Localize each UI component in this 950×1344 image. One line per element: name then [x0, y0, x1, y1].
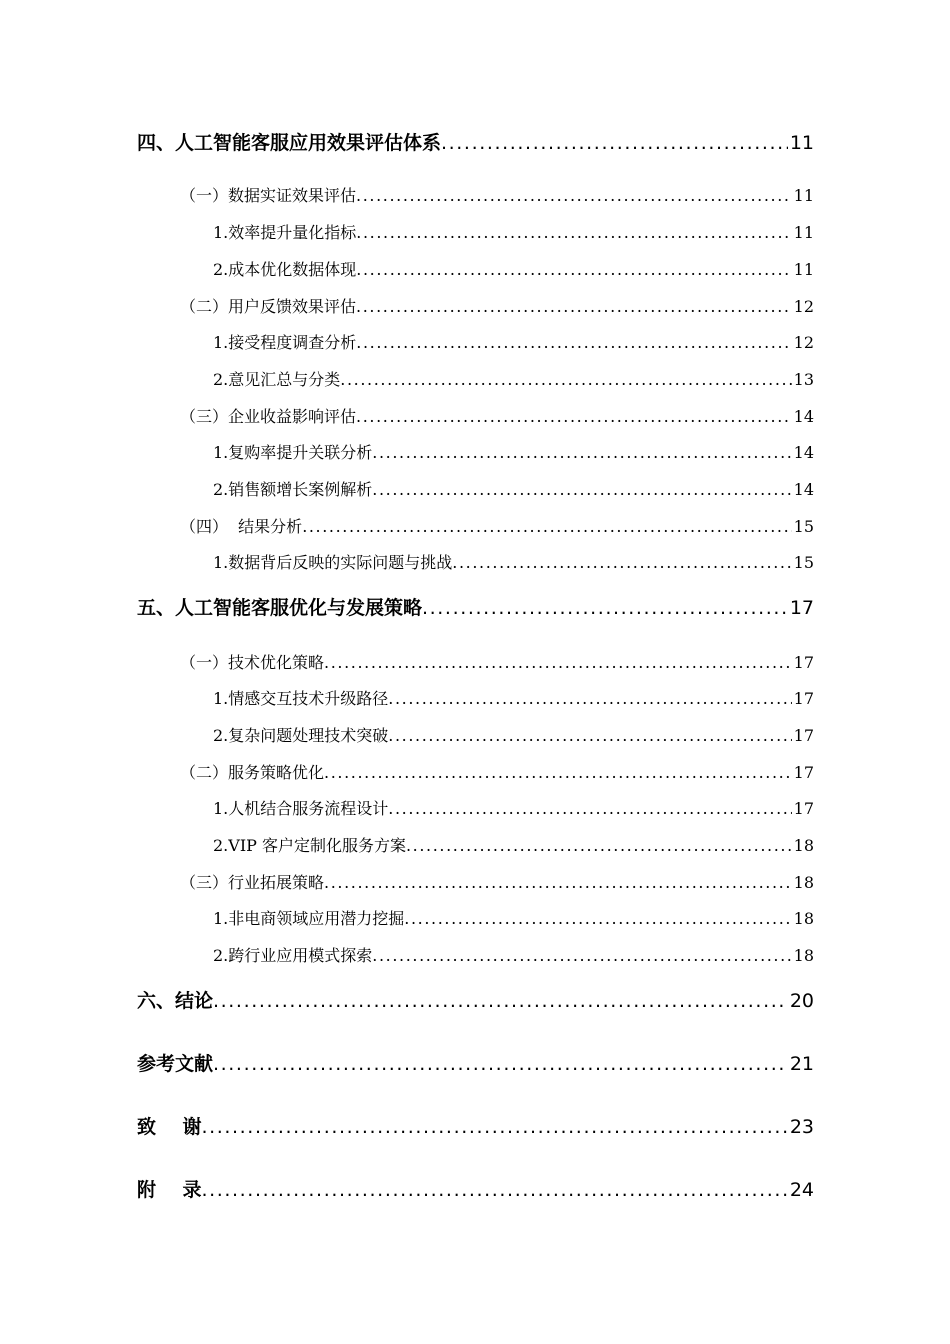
toc-entry-title: （二）用户反馈效果评估: [180, 297, 357, 316]
toc-entry-title: 六、结论: [137, 990, 214, 1012]
dot-leader: [441, 132, 788, 154]
dot-leader: [213, 1053, 788, 1075]
toc-entry-title: （一）数据实证效果评估: [180, 186, 357, 205]
toc-page-number: 15: [793, 553, 814, 572]
toc-entry-subsection[interactable]: [213, 943, 814, 966]
dot-leader: [372, 443, 791, 462]
dot-leader: [302, 517, 791, 536]
toc-entry-subsection[interactable]: [213, 723, 814, 746]
dot-leader: [422, 597, 788, 619]
toc-page-number: 18: [793, 909, 814, 928]
toc-entry-chapter-4[interactable]: [137, 128, 814, 155]
toc-entry-subsection[interactable]: [213, 906, 814, 929]
toc-entry-title: 2.销售额增长案例解析: [213, 480, 373, 499]
toc-page-number: 24: [789, 1179, 814, 1201]
toc-entry-section[interactable]: [180, 514, 814, 537]
toc-entry-title: 1.接受程度调查分析: [213, 333, 357, 352]
toc-entry-subsection[interactable]: [213, 550, 814, 573]
toc-entry-title: （四） 结果分析: [180, 517, 303, 536]
toc-entry-title: （二）服务策略优化: [180, 763, 325, 782]
dot-leader: [356, 407, 792, 426]
toc-entry-chapter-5[interactable]: [137, 593, 814, 620]
toc-page-number: 17: [793, 689, 814, 708]
toc-entry-title: 2.意见汇总与分类: [213, 370, 341, 389]
toc-entry-title: 五、人工智能客服优化与发展策略: [137, 597, 423, 619]
toc-entry-title: 1.效率提升量化指标: [213, 223, 357, 242]
dot-leader: [356, 186, 792, 205]
toc-page-number: 14: [793, 443, 814, 462]
toc-entry-subsection[interactable]: [213, 257, 814, 280]
dot-leader: [356, 260, 791, 279]
toc-entry-subsection[interactable]: [213, 330, 814, 353]
toc-page-number: 11: [793, 260, 814, 279]
toc-entry-references[interactable]: [137, 1049, 814, 1076]
dot-leader: [452, 553, 791, 572]
toc-page-number: 18: [793, 946, 814, 965]
toc-entry-section[interactable]: [180, 870, 814, 893]
dot-leader: [356, 223, 791, 242]
dot-leader: [406, 836, 792, 855]
toc-entry-subsection[interactable]: [213, 477, 814, 500]
toc-page-number: 14: [793, 407, 814, 426]
toc-page-number: 17: [793, 726, 814, 745]
toc-entry-chapter-6[interactable]: [137, 986, 814, 1013]
toc-page-number: 12: [793, 297, 814, 316]
toc-page-number: 20: [789, 990, 814, 1012]
dot-leader: [324, 763, 792, 782]
toc-page-number: 17: [793, 653, 814, 672]
toc-entry-title: 附 录: [137, 1179, 202, 1201]
dot-leader: [324, 873, 792, 892]
toc-entry-title: 1.复购率提升关联分析: [213, 443, 373, 462]
toc-entry-title: 参考文献: [137, 1053, 214, 1075]
toc-entry-subsection[interactable]: [213, 686, 814, 709]
dot-leader: [372, 480, 791, 499]
toc-entry-title: 1.人机结合服务流程设计: [213, 799, 389, 818]
dot-leader: [356, 333, 791, 352]
toc-entry-subsection[interactable]: [213, 367, 814, 390]
toc-entry-section[interactable]: [180, 183, 814, 206]
toc-entry-subsection[interactable]: [213, 796, 814, 819]
toc-entry-appendix[interactable]: [137, 1175, 814, 1202]
toc-entry-subsection[interactable]: [213, 440, 814, 463]
toc-page-number: 11: [793, 223, 814, 242]
toc-page-number: 17: [789, 597, 814, 619]
toc-page-number: 14: [793, 480, 814, 499]
toc-entry-title: 1.情感交互技术升级路径: [213, 689, 389, 708]
toc-page-number: 18: [793, 873, 814, 892]
toc-entry-title: （三）企业收益影响评估: [180, 407, 357, 426]
toc-page-number: 11: [789, 132, 814, 154]
toc-entry-title: 1.非电商领域应用潜力挖掘: [213, 909, 405, 928]
toc-page-number: 13: [793, 370, 814, 389]
toc-page-number: 17: [793, 763, 814, 782]
toc-entry-title: 四、人工智能客服应用效果评估体系: [137, 132, 442, 154]
toc-entry-section[interactable]: [180, 760, 814, 783]
toc-entry-title: 2.成本优化数据体现: [213, 260, 357, 279]
toc-page-number: 21: [789, 1053, 814, 1075]
dot-leader: [372, 946, 791, 965]
dot-leader: [404, 909, 791, 928]
toc-entry-title: 2.复杂问题处理技术突破: [213, 726, 389, 745]
dot-leader: [201, 1116, 787, 1138]
dot-leader: [388, 799, 791, 818]
dot-leader: [356, 297, 792, 316]
dot-leader: [201, 1179, 787, 1201]
toc-entry-title: 2.跨行业应用模式探索: [213, 946, 373, 965]
toc-entry-subsection[interactable]: [213, 833, 814, 856]
toc-entry-title: 1.数据背后反映的实际问题与挑战: [213, 553, 453, 572]
toc-page-number: 15: [793, 517, 814, 536]
toc-entry-title: 致 谢: [137, 1116, 202, 1138]
toc-entry-title: （三）行业拓展策略: [180, 873, 325, 892]
dot-leader: [388, 726, 791, 745]
toc-page-number: 23: [789, 1116, 814, 1138]
toc-entry-section[interactable]: [180, 294, 814, 317]
toc-entry-title: （一）技术优化策略: [180, 653, 325, 672]
toc-page-number: 18: [793, 836, 814, 855]
dot-leader: [324, 653, 792, 672]
toc-entry-subsection[interactable]: [213, 220, 814, 243]
toc-page-number: 17: [793, 799, 814, 818]
toc-entry-title: 2.VIP 客户定制化服务方案: [213, 836, 406, 855]
dot-leader: [388, 689, 791, 708]
dot-leader: [340, 370, 791, 389]
toc-entry-acknowledgements[interactable]: [137, 1112, 814, 1139]
toc-page-number: 11: [793, 186, 814, 205]
dot-leader: [213, 990, 788, 1012]
toc-entry-section[interactable]: [180, 650, 814, 673]
toc-entry-section[interactable]: [180, 404, 814, 427]
toc-page-number: 12: [793, 333, 814, 352]
